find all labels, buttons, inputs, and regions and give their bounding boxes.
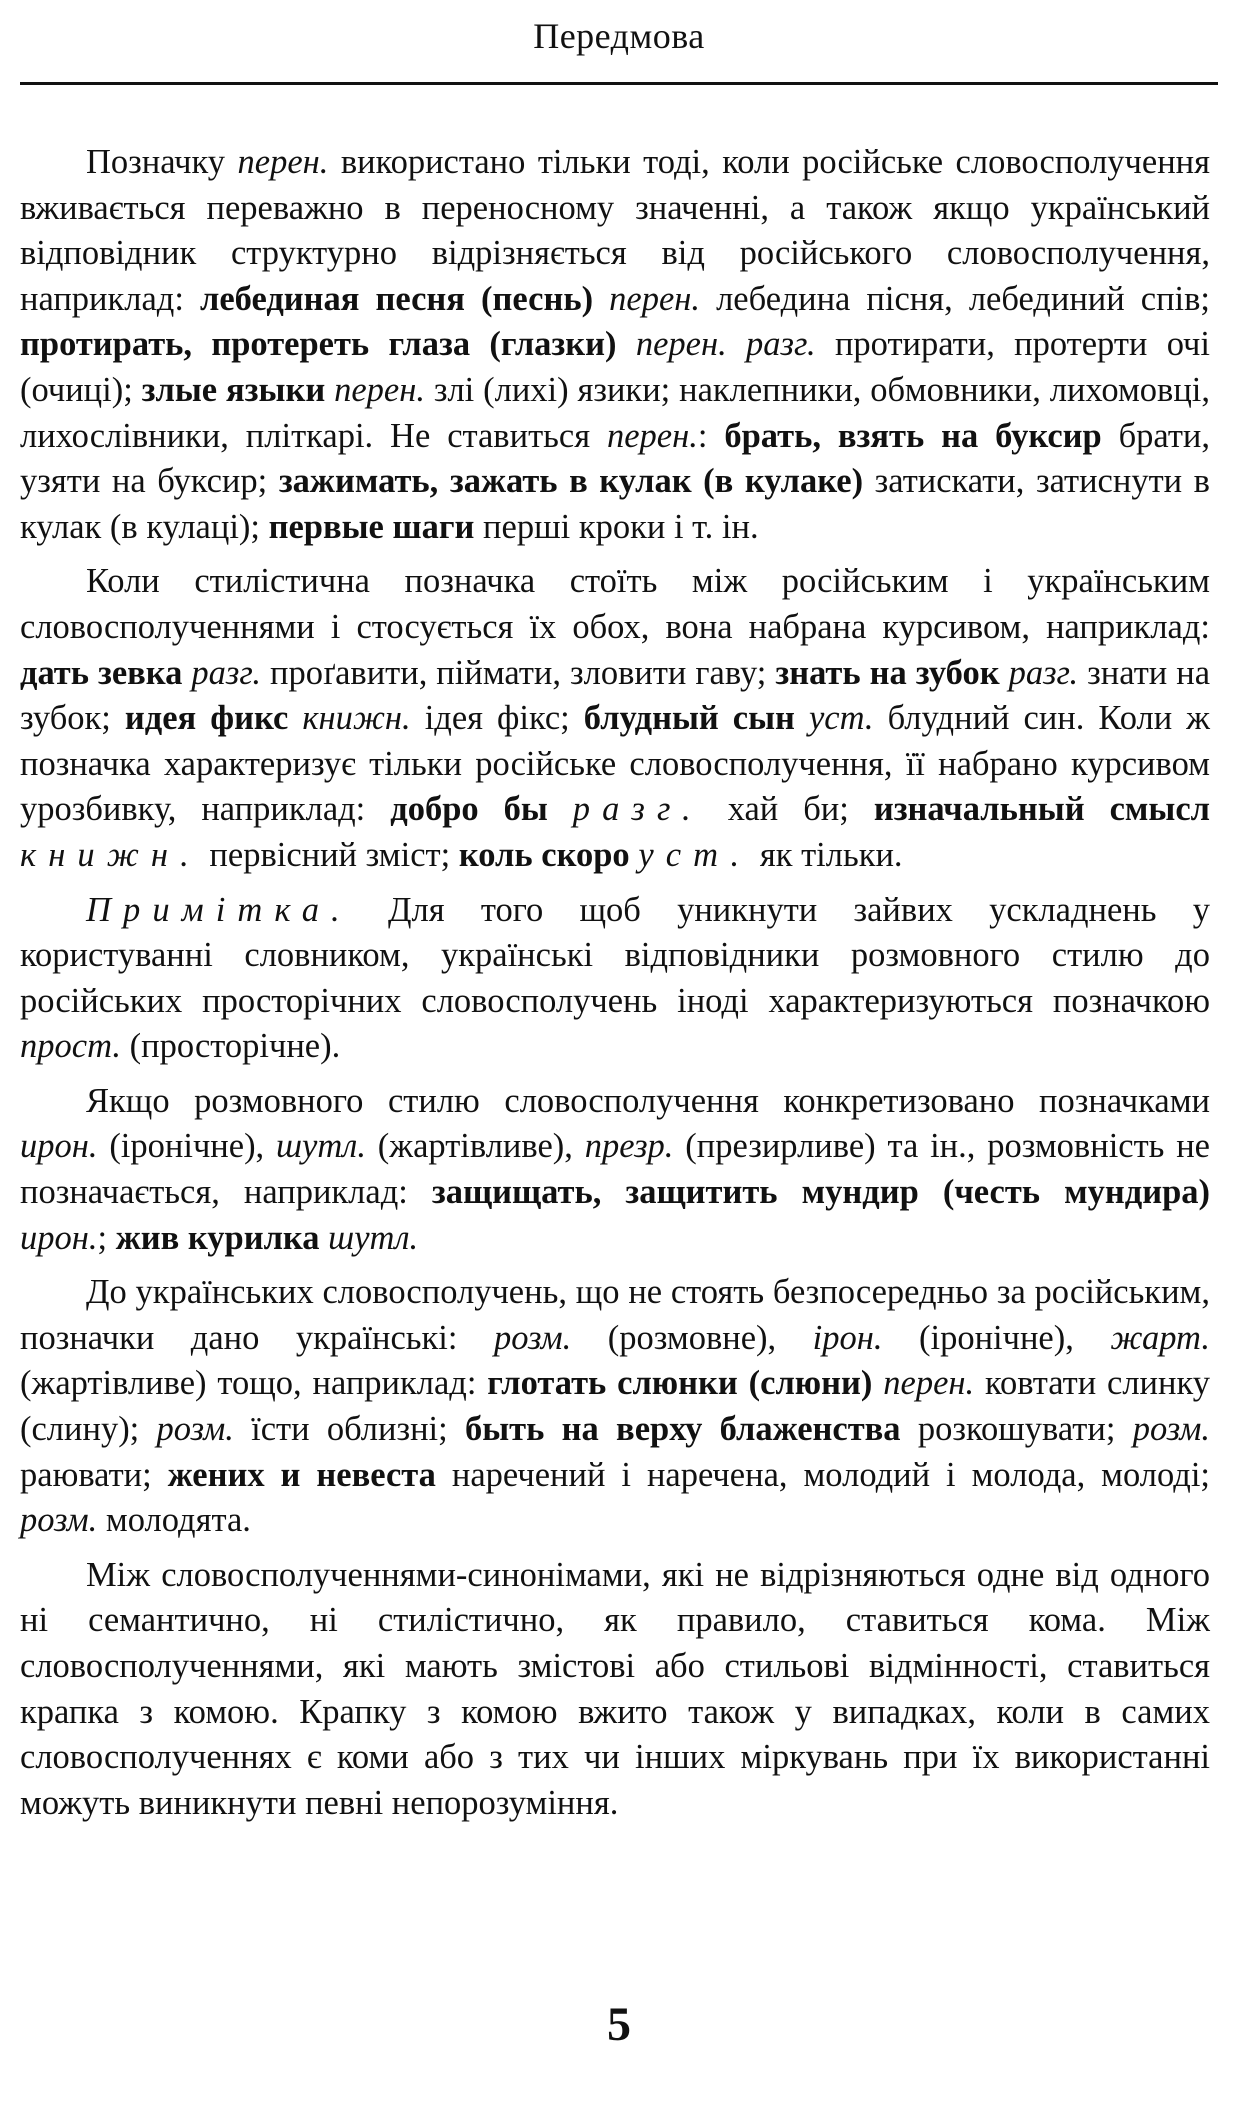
style-mark: ірон.	[812, 1318, 883, 1357]
text-run: хай би;	[702, 790, 874, 829]
style-mark: розм.	[156, 1410, 234, 1449]
paragraph-style-mark-placement	[20, 559, 1210, 878]
paragraph-punctuation	[20, 1553, 1210, 1827]
text-run: ;	[97, 1218, 116, 1257]
text-run	[1000, 654, 1009, 692]
paragraph-ukrainian-marks	[20, 1270, 1210, 1544]
text-run: перші кроки і т. ін.	[474, 507, 759, 546]
text-run	[872, 1364, 883, 1402]
spaced-mark: разг.	[572, 790, 703, 829]
text-run: молодята.	[97, 1501, 251, 1540]
text-run	[325, 371, 334, 409]
text-run: (іронічне),	[97, 1127, 277, 1166]
style-mark: разг.	[1008, 653, 1079, 692]
running-head: Передмова	[533, 16, 705, 56]
page-number: 5	[607, 1998, 631, 2051]
text-run: проґавити, піймати, зловити гаву;	[261, 653, 776, 692]
text-run: Для того щоб уникнути зайвих ускладнень у користуванні словником, українські відповідники розмовного стилю до російських просторічних словосполучень іноді характеризуються позначкою	[20, 890, 1210, 1020]
text-run	[795, 699, 809, 737]
text-run: первісний зміст;	[200, 835, 459, 874]
bold-term: злые языки	[141, 370, 326, 409]
paragraph-marks-usage	[20, 140, 1210, 550]
text-run: затискати, затиснути в кулак (в кулаці);	[20, 462, 1210, 546]
style-mark: разг.	[191, 653, 262, 692]
bold-term: дать зевка	[20, 653, 183, 692]
text-run: наречений і наречена, молодий і молода, молоді;	[435, 1455, 1210, 1494]
bold-term: быть на верху блаженства	[465, 1410, 901, 1449]
style-mark: шутл.	[328, 1218, 419, 1257]
text-run: лебедина пісня, лебединий спів;	[700, 279, 1211, 318]
style-mark: жарт.	[1110, 1318, 1211, 1357]
style-mark: презр.	[584, 1127, 674, 1166]
body-text	[20, 140, 1210, 1835]
text-run	[617, 325, 636, 363]
text-run: як тільки.	[751, 835, 903, 874]
style-mark: перен. разг.	[635, 325, 816, 364]
text-run: розкошувати;	[900, 1410, 1133, 1449]
text-run: блудний син. Коли ж позначка характеризує тільки російське словосполучення, її набрано курсивом урозбивку, наприклад:	[20, 699, 1211, 829]
bold-term: знать на зубок	[775, 653, 1000, 692]
text-run: До українських словосполучень, що не стоять безпосередньо за російським, позначки дано українські:	[20, 1273, 1210, 1357]
style-mark: книжн.	[302, 699, 411, 738]
style-mark: шутл.	[276, 1127, 366, 1166]
text-run: Між словосполученнями-синонімами, які не відрізняються одне від одного ні семантично, ні стилістично, як правило, ставиться кома. Між словосполученнями, які мають змістові або стильові відмінності, ставиться крапка з комою. Крапку з комою вжито також у випадках, коли в самих словосполученнях є коми або з тих чи інших міркувань при їх використанні можуть виникнути певні непорозуміння.	[20, 1555, 1210, 1822]
spaced-mark: Примітка.	[86, 890, 352, 929]
text-run: їсти облизні;	[233, 1410, 465, 1449]
header-rule	[20, 82, 1218, 85]
bold-term: протирать, протереть глаза (глазки)	[20, 325, 617, 364]
style-mark: уст.	[808, 699, 874, 738]
text-run	[288, 699, 302, 737]
text-run: раювати;	[20, 1455, 168, 1494]
style-mark: ирон.	[20, 1127, 98, 1166]
paragraph-note	[20, 888, 1210, 1070]
text-run: (просторічне).	[121, 1027, 341, 1066]
style-mark: перен.	[606, 416, 698, 455]
text-run: :	[697, 416, 725, 455]
style-mark: прост.	[20, 1027, 122, 1066]
text-run	[320, 1219, 329, 1257]
style-mark: розм.	[493, 1318, 572, 1357]
text-run: Коли стилістична позначка стоїть між російським і українським словосполученнями і стосується їх обох, вона набрана курсивом, наприклад:	[20, 562, 1210, 646]
bold-term: зажимать, зажать в кулак (в кулаке)	[278, 462, 864, 501]
style-mark: перен.	[237, 143, 329, 181]
spaced-mark: книжн.	[20, 835, 201, 874]
text-run: Позначку	[86, 143, 238, 181]
style-mark: перен.	[883, 1364, 975, 1403]
bold-term: защищать, защитить мундир (честь мундира)	[431, 1173, 1211, 1212]
text-run: (іронічне),	[882, 1318, 1111, 1357]
bold-term: идея фикс	[124, 699, 289, 738]
paragraph-colloquial-style	[20, 1079, 1210, 1261]
bold-term: блудный сын	[583, 699, 795, 738]
text-run: (жартівливе),	[365, 1127, 585, 1166]
style-mark: розм.	[1132, 1410, 1210, 1449]
text-run	[593, 280, 609, 318]
bold-term: изначальный смысл	[873, 790, 1210, 829]
text-run: ковтати слинку (слину);	[20, 1364, 1210, 1449]
text-run: Якщо розмовного стилю словосполучення конкретизовано позначками	[86, 1081, 1210, 1120]
text-run: ідея фікс;	[410, 699, 584, 738]
text-run: протирати, протерти очі (очиці);	[20, 325, 1210, 409]
text-run: (жартівливе) тощо, наприклад:	[20, 1364, 488, 1403]
style-mark: розм.	[20, 1501, 98, 1540]
bold-term: брать, взять на буксир	[724, 416, 1102, 455]
text-run: використано тільки тоді, коли російське словосполучення вживається переважно в переносному значенні, а також якщо український відповідник структурно відрізняється від російського словосполучення, наприклад:	[20, 143, 1210, 318]
bold-term: коль скоро	[458, 835, 630, 874]
bold-term: жив курилка	[115, 1218, 320, 1257]
bold-term: лебединая песня (песнь)	[200, 279, 594, 318]
bold-term: жених и невеста	[167, 1455, 436, 1494]
spaced-mark: уст.	[638, 835, 752, 874]
bold-term: глотать слюнки (слюни)	[487, 1364, 873, 1403]
bold-term: добро бы	[390, 790, 548, 829]
text-run: (презирливе) та ін., розмовність не позначається, наприклад:	[20, 1127, 1210, 1212]
style-mark: ирон.	[20, 1218, 98, 1257]
text-run: брати, узяти на буксир;	[20, 416, 1211, 501]
style-mark: перен.	[609, 279, 701, 318]
text-run: знати на зубок;	[20, 653, 1211, 738]
bold-term: первые шаги	[268, 507, 475, 546]
style-mark: перен.	[334, 370, 425, 409]
text-run	[548, 790, 573, 828]
text-run: (розмовне),	[571, 1318, 813, 1357]
text-run: злі (лихі) язики; наклепники, обмовники, лихомовці, лихослівники, пліткарі. Не ставиться	[20, 370, 1210, 455]
